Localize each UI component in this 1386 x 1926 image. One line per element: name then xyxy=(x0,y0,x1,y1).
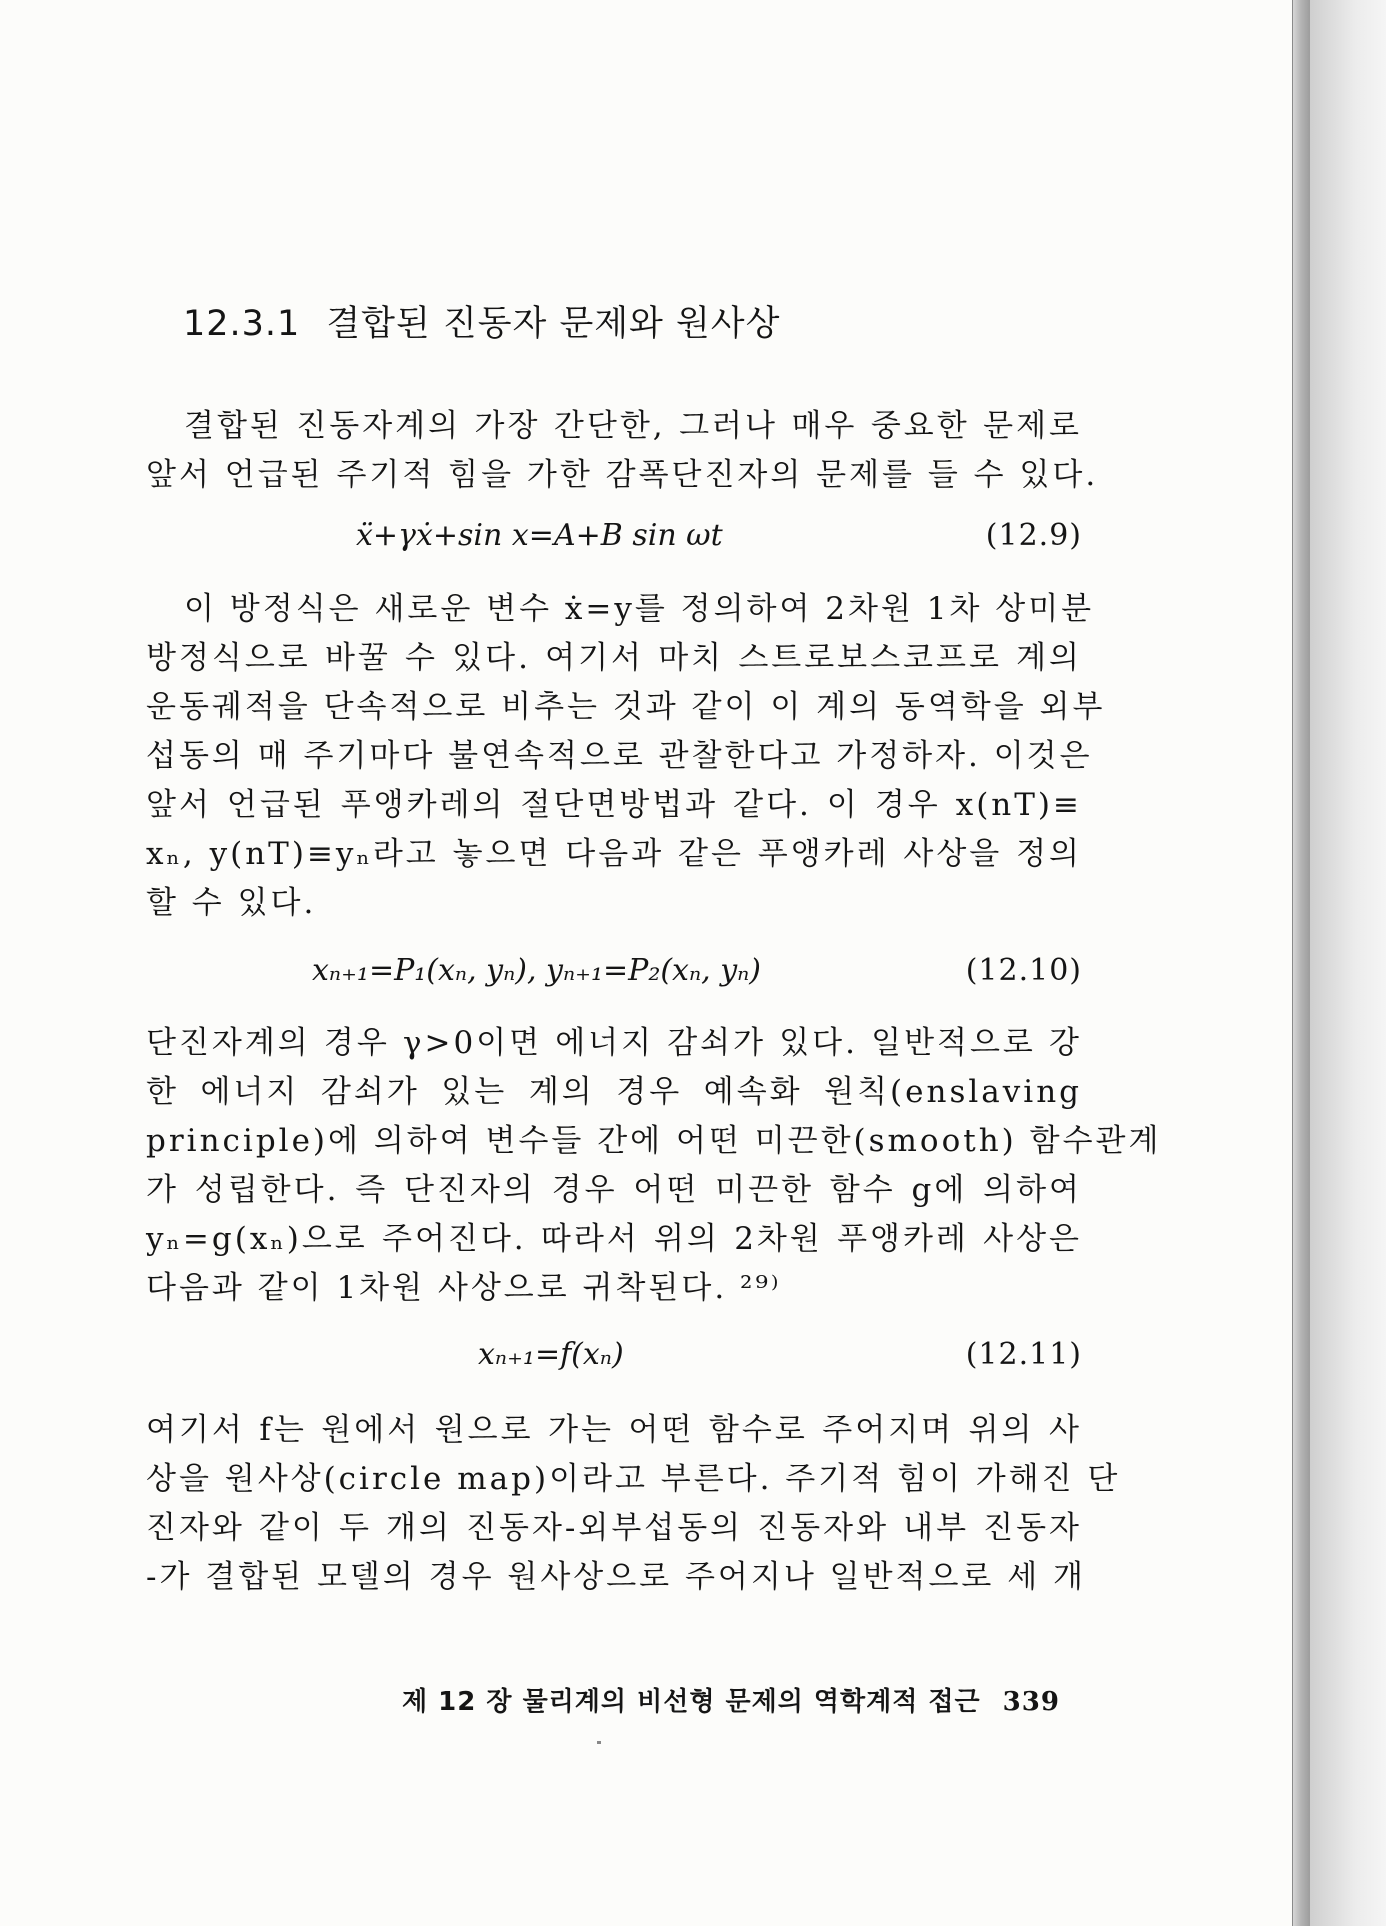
equation-formula: xₙ₊₁=P₁(xₙ, yₙ), yₙ₊₁=P₂(xₙ, yₙ) xyxy=(312,953,762,988)
section-title: 결합된 진동자 문제와 원사상 xyxy=(326,304,781,344)
text-line: 결합된 진동자계의 가장 간단한, 그러나 매우 중요한 문제로 xyxy=(184,408,1082,444)
text-line: 한 에너지 감쇠가 있는 계의 경우 예속화 원칙(enslaving xyxy=(146,1074,1082,1110)
equation-number: (12.9) xyxy=(985,518,1082,553)
page-edge xyxy=(1292,0,1311,1926)
text-line: 상을 원사상(circle map)이라고 부른다. 주기적 힘이 가해진 단 xyxy=(146,1461,1121,1497)
text-line: yₙ=g(xₙ)으로 주어진다. 따라서 위의 2차원 푸앵카레 사상은 xyxy=(146,1221,1082,1257)
print-speck xyxy=(597,1741,601,1744)
text-line: 섭동의 매 주기마다 불연속적으로 관찰한다고 가정하자. 이것은 xyxy=(146,738,1093,774)
equation-number: (12.11) xyxy=(965,1337,1082,1372)
text-line: xₙ, y(nT)≡yₙ라고 놓으면 다음과 같은 푸앵카레 사상을 정의 xyxy=(146,836,1082,872)
text-line: 여기서 f는 원에서 원으로 가는 어떤 함수로 주어지며 위의 사 xyxy=(146,1412,1082,1448)
text-line: 운동궤적을 단속적으로 비추는 것과 같이 이 계의 동역학을 외부 xyxy=(146,689,1106,725)
page-number: 339 xyxy=(1002,1687,1060,1717)
running-footer xyxy=(402,1681,1060,1718)
paragraph-4 xyxy=(146,1406,1121,1602)
paragraph-3 xyxy=(146,1019,1162,1313)
text-line: -가 결합된 모델의 경우 원사상으로 주어지나 일반적으로 세 개 xyxy=(146,1559,1086,1595)
text-line: 앞서 언급된 푸앵카레의 절단면방법과 같다. 이 경우 x(nT)≡ xyxy=(146,787,1082,823)
paragraph-1 xyxy=(146,402,1099,500)
chapter-title: 제 12 장 물리계의 비선형 문제의 역학계적 접근 xyxy=(402,1687,981,1717)
equation-formula: xₙ₊₁=f(xₙ) xyxy=(478,1337,624,1372)
text-line: 단진자계의 경우 γ>0이면 에너지 감쇠가 있다. 일반적으로 강 xyxy=(146,1025,1082,1061)
equation-12-9 xyxy=(146,518,1082,562)
equation-formula: ẍ+γẋ+sin x=A+B sin ωt xyxy=(356,518,723,553)
text-line: principle)에 의하여 변수들 간에 어떤 미끈한(smooth) 함수관계 xyxy=(146,1123,1162,1159)
text-line: 방정식으로 바꿀 수 있다. 여기서 마치 스트로보스코프로 계의 xyxy=(146,640,1082,676)
text-line: 할 수 있다. xyxy=(146,885,317,921)
equation-12-11 xyxy=(146,1337,1082,1381)
text-line: 앞서 언급된 주기적 힘을 가한 감폭단진자의 문제를 들 수 있다. xyxy=(146,457,1099,493)
equation-number: (12.10) xyxy=(965,953,1082,988)
text-line: 다음과 같이 1차원 사상으로 귀착된다. ²⁹⁾ xyxy=(146,1270,782,1306)
page-shadow xyxy=(1310,0,1386,1926)
text-line: 이 방정식은 새로운 변수 ẋ=y를 정의하여 2차원 1차 상미분 xyxy=(184,591,1095,627)
text-line: 진자와 같이 두 개의 진동자-외부섭동의 진동자와 내부 진동자 xyxy=(146,1510,1082,1546)
paragraph-2 xyxy=(146,585,1106,928)
section-heading xyxy=(183,296,780,346)
equation-12-10 xyxy=(146,953,1082,997)
text-line: 가 성립한다. 즉 단진자의 경우 어떤 미끈한 함수 g에 의하여 xyxy=(146,1172,1082,1208)
section-number: 12.3.1 xyxy=(183,304,301,344)
